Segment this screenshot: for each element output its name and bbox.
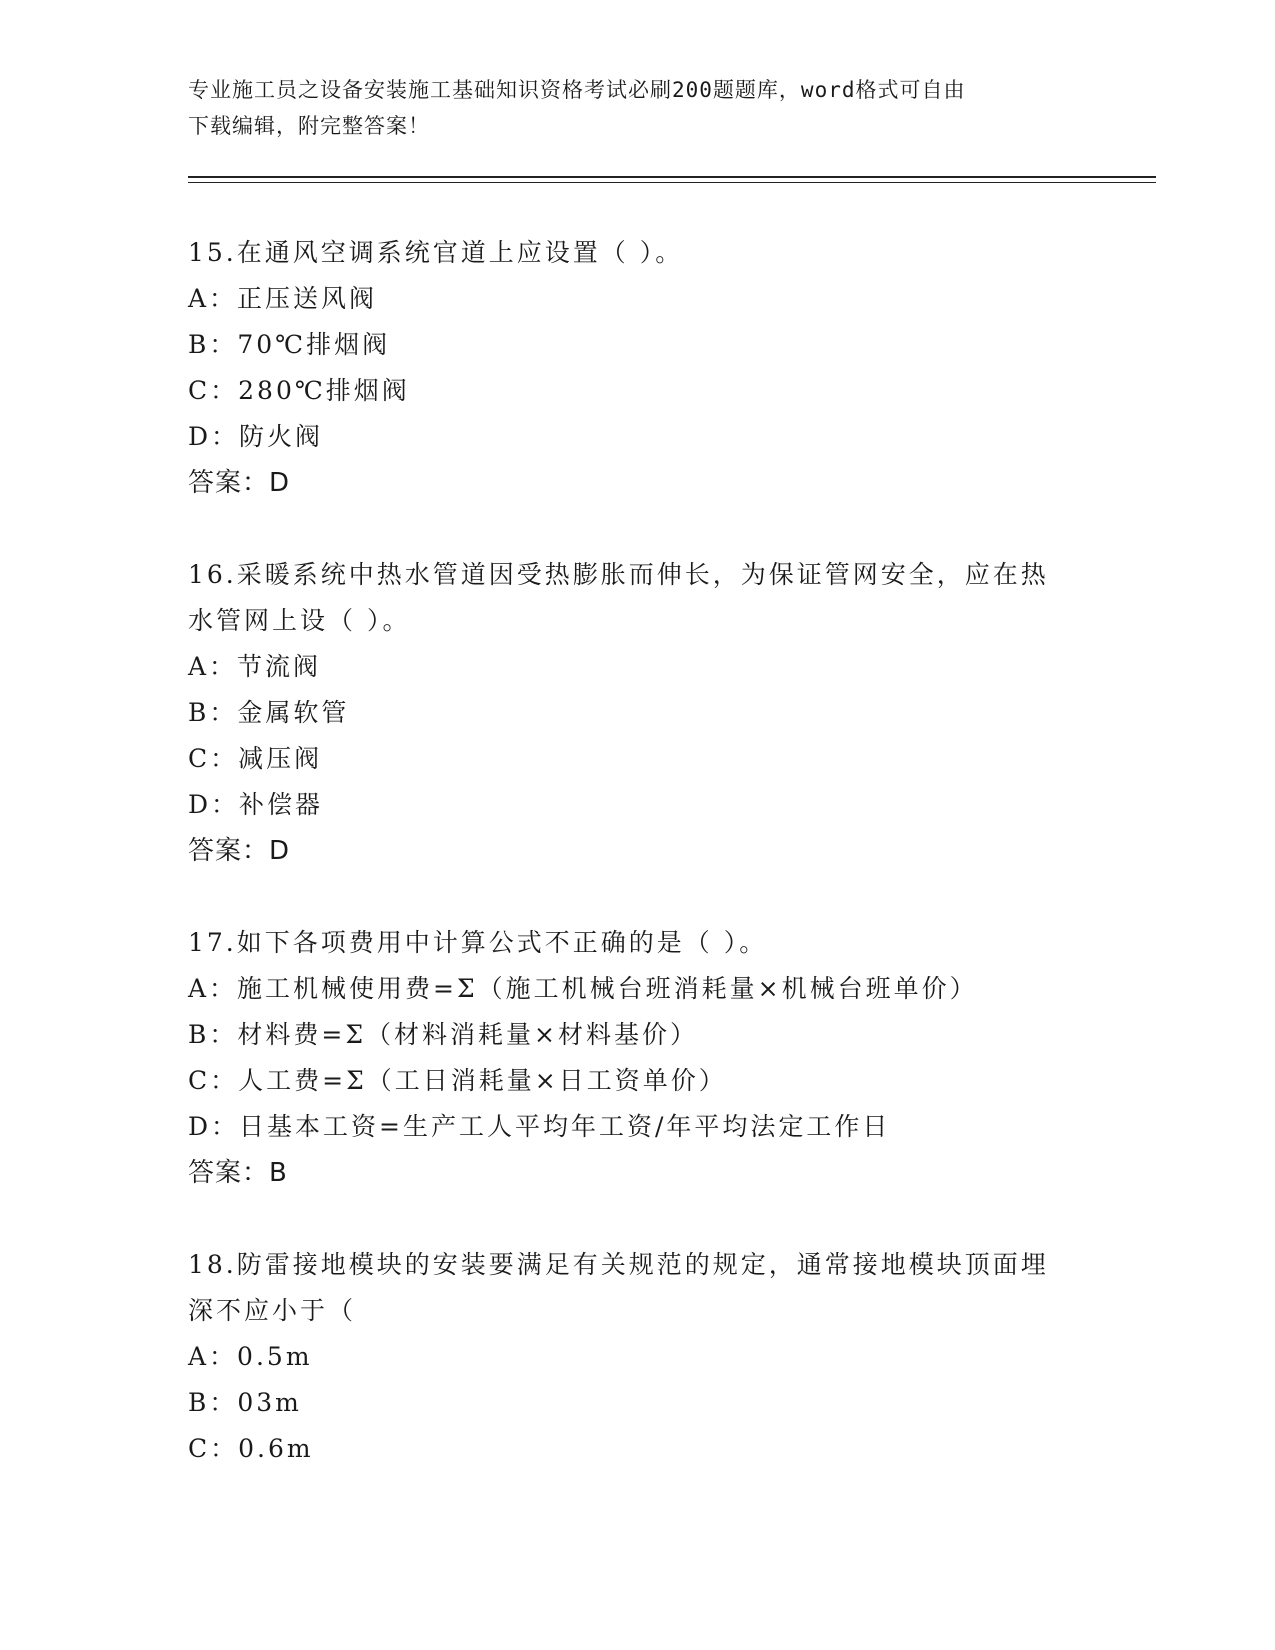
option-a: A：节流阀 xyxy=(188,652,322,681)
header-divider xyxy=(188,182,1156,183)
question-16 xyxy=(188,552,1088,874)
question-stem: 深不应小于（ xyxy=(188,1296,357,1325)
question-stem: 17.如下各项费用中计算公式不正确的是（ ）。 xyxy=(188,928,768,957)
answer-line: 答案：D xyxy=(188,468,291,498)
option-c: C：减压阀 xyxy=(188,744,323,773)
answer-line: 答案：B xyxy=(188,1158,288,1188)
header-line: 专业施工员之设备安装施工基础知识资格考试必刷200题题库，word格式可自由 xyxy=(188,78,966,102)
option-c: C：280℃排烟阀 xyxy=(188,376,410,405)
header-text xyxy=(188,72,1068,144)
option-d: D：补偿器 xyxy=(188,790,324,819)
answer-line: 答案：D xyxy=(188,836,291,866)
question-stem: 水管网上设（ ）。 xyxy=(188,606,411,635)
question-15 xyxy=(188,230,1088,506)
option-d: D：防火阀 xyxy=(188,422,324,451)
question-17 xyxy=(188,920,1088,1196)
question-18 xyxy=(188,1242,1088,1472)
option-c: C：人工费=Σ（工日消耗量×日工资单价） xyxy=(188,1066,727,1095)
header-divider xyxy=(188,176,1156,178)
question-stem: 16.采暖系统中热水管道因受热膨胀而伸长，为保证管网安全，应在热 xyxy=(188,560,1049,589)
option-c: C：0.6m xyxy=(188,1434,314,1463)
option-a: A：正压送风阀 xyxy=(188,284,378,313)
question-stem: 18.防雷接地模块的安装要满足有关规范的规定，通常接地模块顶面埋 xyxy=(188,1250,1049,1279)
option-a: A：0.5m xyxy=(188,1342,313,1371)
question-stem: 15.在通风空调系统官道上应设置（ ）。 xyxy=(188,238,684,267)
header-line: 下载编辑，附完整答案！ xyxy=(188,114,430,138)
option-d: D：日基本工资=生产工人平均年工资/年平均法定工作日 xyxy=(188,1112,891,1141)
option-a: A：施工机械使用费=Σ（施工机械台班消耗量×机械台班单价） xyxy=(188,974,978,1003)
option-b: B：金属软管 xyxy=(188,698,350,727)
option-b: B：70℃排烟阀 xyxy=(188,330,391,359)
option-b: B：03m xyxy=(188,1388,302,1417)
option-b: B：材料费=Σ（材料消耗量×材料基价） xyxy=(188,1020,698,1049)
